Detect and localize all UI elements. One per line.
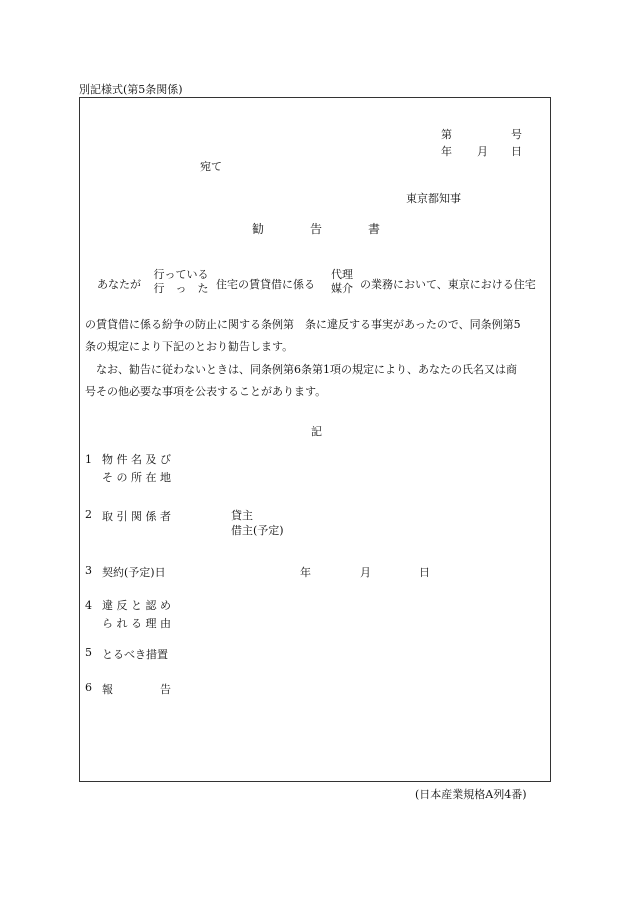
issuer: 東京都知事 <box>406 192 461 205</box>
item-2-lessee: 借主(予定) <box>231 524 284 537</box>
option-a2: 行 っ た <box>153 282 209 295</box>
date-day: 日 <box>511 145 522 158</box>
item-5-number: 5 <box>85 646 92 659</box>
body-middle: 住宅の賃貸借に係る <box>216 278 315 291</box>
body-intro: あなたが <box>97 278 141 291</box>
body-tail: の業務において、東京における住宅 <box>360 278 536 291</box>
item-6-label-char-2: 告 <box>160 683 171 696</box>
number-prefix: 第 <box>441 128 452 141</box>
item-4-label <box>102 597 171 633</box>
item-6-label-char-1: 報 <box>102 683 113 696</box>
option-b1: 代理 <box>331 268 353 281</box>
date-month: 月 <box>477 145 488 158</box>
item-4-number: 4 <box>85 599 92 612</box>
item-3-day: 日 <box>419 566 430 579</box>
item-1-label <box>102 451 171 487</box>
body-line-2: の賃貸借に係る紛争の防止に関する条例第 条に違反する事実があったので、同条例第5 <box>85 318 521 331</box>
item-4-label-line-1: 違 反 と 認 め <box>102 599 171 612</box>
option-stack-a <box>150 268 212 296</box>
form-label: 別記様式(第5条関係) <box>79 83 183 96</box>
body-line-3: 条の規定により下記のとおり勧告します。 <box>85 340 294 353</box>
number-suffix: 号 <box>511 128 522 141</box>
option-stack-b <box>327 268 357 296</box>
option-a1: 行っている <box>153 268 209 281</box>
body-line-5: 号その他必要な事項を公表することがあります。 <box>85 385 327 398</box>
title-char-2: 告 <box>310 222 323 236</box>
item-2-label: 取 引 関 係 者 <box>102 510 171 523</box>
item-3-number: 3 <box>85 564 92 577</box>
ki-heading: 記 <box>311 425 322 438</box>
item-1-label-line-1: 物 件 名 及 び <box>102 453 171 466</box>
item-4-label-line-2: ら れ る 理 由 <box>102 617 171 630</box>
item-5-label: とるべき措置 <box>102 648 168 661</box>
body-line-4: なお、勧告に従わないときは、同条例第6条第1項の規定により、あなたの氏名又は商 <box>85 363 517 376</box>
date-year: 年 <box>441 145 452 158</box>
footer-note: (日本産業規格A列4番) <box>415 788 527 801</box>
item-1-label-line-2: そ の 所 在 地 <box>102 471 171 484</box>
item-1-number: 1 <box>85 453 92 466</box>
item-2-number: 2 <box>85 508 92 521</box>
option-b2: 媒介 <box>331 282 353 295</box>
item-2-lessor: 貸主 <box>231 509 253 522</box>
item-3-month: 月 <box>360 566 371 579</box>
item-3-year: 年 <box>300 566 311 579</box>
document-frame <box>79 97 551 782</box>
title-char-1: 勧 <box>252 222 265 236</box>
item-6-number: 6 <box>85 681 92 694</box>
title-char-3: 書 <box>368 222 381 236</box>
item-3-label: 契約(予定)日 <box>102 566 166 579</box>
addressee-suffix: 宛て <box>200 160 222 173</box>
